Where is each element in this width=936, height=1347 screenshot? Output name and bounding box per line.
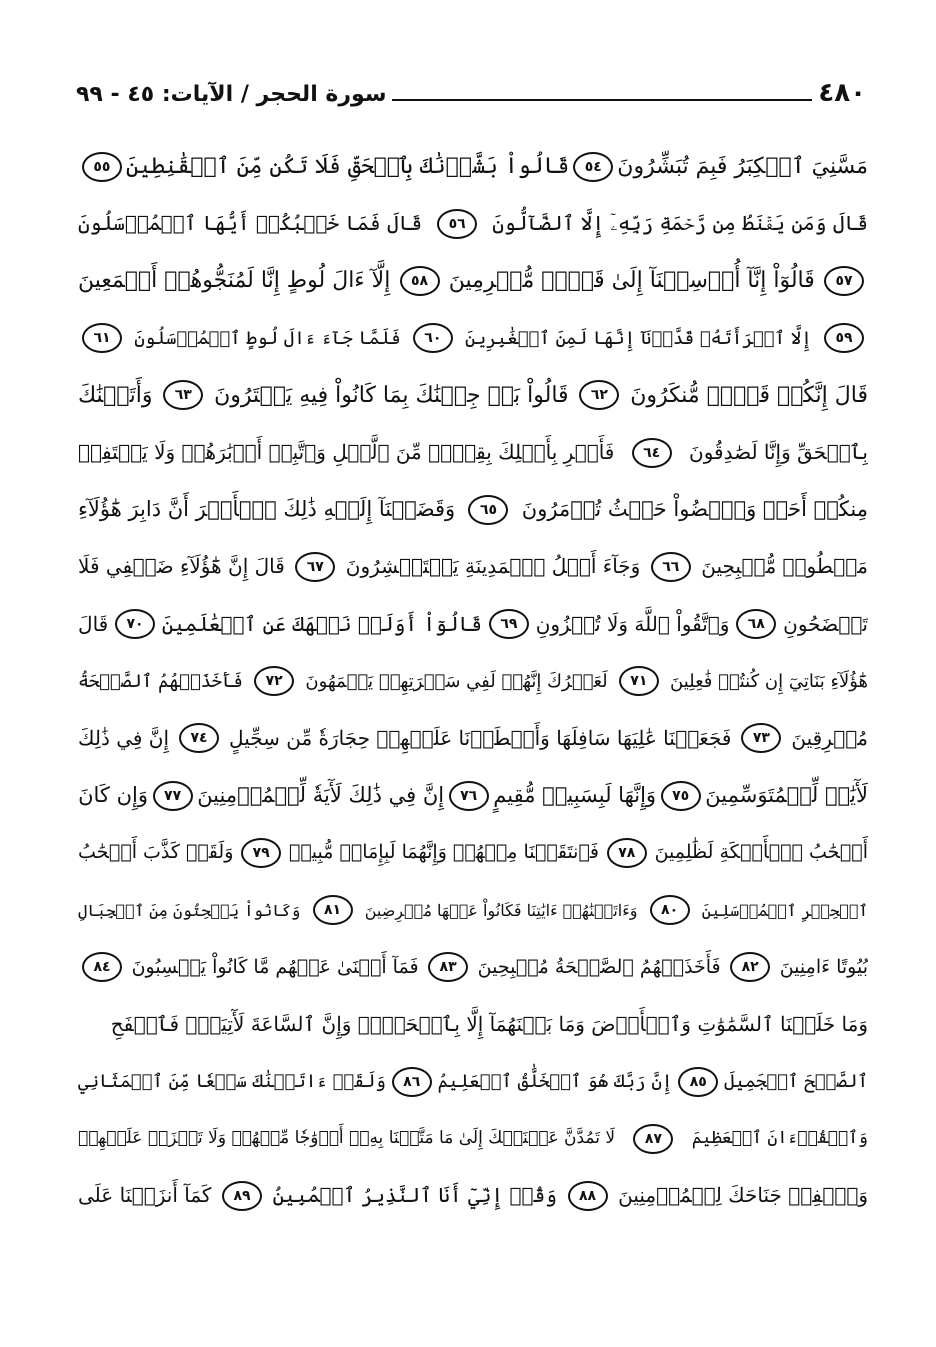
verse-text: وَقُلۡ إِنِّيٓ أَنَا ٱلنَّذِيرُ ٱلۡمُبِينُ — [272, 1183, 557, 1208]
ayah-number-marker: ٧٤ — [179, 723, 219, 753]
verse-text: وَإِن كَانَ — [78, 783, 148, 808]
ayah-number-marker: ٧٠ — [115, 609, 155, 639]
verse-text: قَالَ إِنَّ هَٰٓؤُلَآءِ ضَيۡفِي فَلَا — [78, 554, 285, 579]
text-line — [78, 1167, 868, 1224]
page-header — [76, 70, 866, 110]
ayah-number-marker: ٦٠ — [413, 323, 453, 353]
verse-text: قَالَ فَمَا خَطۡبُكُمۡ أَيُّهَا ٱلۡمُرۡسَلُونَ — [78, 211, 423, 236]
ayah-number-marker: ٦٨ — [736, 609, 776, 639]
text-line — [78, 1053, 868, 1110]
text-line — [78, 367, 868, 424]
verse-text: لَعَمۡرُكَ إِنَّهُمۡ لَفِي سَكۡرَتِهِمۡ يَعۡمَهُونَ — [305, 670, 608, 692]
verse-text: وَكَانُواْ يَنۡحِتُونَ مِنَ ٱلۡجِبَالِ — [78, 900, 301, 920]
ayah-number-marker: ٦٧ — [295, 552, 335, 582]
verse-text: تَفۡضَحُونِ — [783, 611, 868, 636]
verse-text: فَأَسۡرِ بِأَهۡلِكَ بِقِطۡعٖ مِّنَ ٱلَّيۡلِ وَٱتَّبِعۡ أَدۡبَٰرَهُمۡ وَلَا يَلۡتَفِتۡ — [78, 440, 615, 465]
text-line — [78, 824, 868, 881]
verse-text: وَٱلۡقُرۡءَانَ ٱلۡعَظِيمَ — [691, 1128, 868, 1149]
verse-text: قَالَ وَمَن يَقۡنَطُ مِن رَّحۡمَةِ رَبِّهِۦٓ إِلَّا ٱلضَّآلُّونَ — [492, 211, 868, 236]
ayah-number-marker: ٨٩ — [222, 1181, 262, 1211]
verse-text: فَجَعَلۡنَا عَٰلِيَهَا سَافِلَهَا وَأَمۡطَرۡنَا عَلَيۡهِمۡ حِجَارَةٗ مِّن سِجِّيلٍ — [229, 725, 732, 750]
ayah-number-marker: ٨٧ — [633, 1124, 673, 1154]
ayah-number-marker: ٧٧ — [153, 781, 193, 811]
verse-text: بُيُوتًا ءَامِنِينَ — [779, 955, 868, 978]
ayah-number-marker: ٦٣ — [163, 380, 203, 410]
verse-text: فَلَمَّا جَآءَ ءَالَ لُوطٍ ٱلۡمُرۡسَلُونَ — [134, 327, 401, 349]
ayah-number-marker: ٨١ — [313, 895, 353, 925]
verse-text: وَقَضَيۡنَآ إِلَيۡهِ ذَٰلِكَ ٱلۡأَمۡرَ أَنَّ دَابِرَ هَٰٓؤُلَآءِ — [78, 497, 456, 522]
verse-text: بِٱلۡحَقِّ وَإِنَّا لَصَٰدِقُونَ — [689, 440, 868, 465]
ayah-number-marker: ٦١ — [82, 323, 122, 353]
ayah-number-marker: ٧٩ — [241, 838, 281, 868]
verse-text: فَمَآ أَغۡنَىٰ عَنۡهُم مَّا كَانُواْ يَكۡسِبُونَ — [131, 955, 419, 978]
text-line — [78, 424, 868, 481]
verse-text: قَالَ — [78, 611, 109, 636]
verse-text: وَأَتَيۡنَٰكَ — [78, 382, 153, 408]
verse-text: أَصۡحَٰبُ ٱلۡأَيۡكَةِ لَظَٰلِمِينَ — [654, 841, 868, 864]
ayah-number-marker: ٦٢ — [579, 380, 619, 410]
text-line — [78, 653, 868, 710]
text-line — [78, 996, 868, 1053]
ayah-number-marker: ٥٦ — [437, 209, 477, 239]
page-number: ٤٨٠ — [818, 78, 866, 108]
verse-text: إِنَّ رَبَّكَ هُوَ ٱلۡخَلَّٰقُ ٱلۡعَلِيمُ — [437, 1071, 673, 1093]
verse-text: وَإِنَّهَا لَبِسَبِيلٖ مُّقِيمٍ — [493, 783, 657, 808]
verse-text: وَمَا خَلَقۡنَا ٱلسَّمَٰوَٰتِ وَٱلۡأَرۡضَ وَمَا بَيۡنَهُمَآ إِلَّا بِٱلۡحَقِّۗ وَإِنَّ ٱلسَّاعَةَ لَأٓتِيَةٞۖ فَٱصۡفَحِ — [110, 1011, 868, 1036]
ayah-number-marker: ٨٦ — [392, 1067, 432, 1097]
verse-text: قَالُوٓاْ إِنَّآ أُرۡسِلۡنَآ إِلَىٰ قَوۡمٖ مُّجۡرِمِينَ — [448, 268, 815, 294]
surah-info: سورة الحجر / الآيات: ٤٥ - ٩٩ — [76, 82, 387, 107]
verse-text: مَسَّنِيَ ٱلۡكِبَرُ فَبِمَ تُبَشِّرُونَ — [617, 154, 868, 180]
verse-text: مُشۡرِقِينَ — [791, 725, 868, 750]
text-line — [78, 138, 868, 195]
verse-text: وَلَقَدۡ ءَاتَيۡنَٰكَ سَبۡعٗا مِّنَ ٱلۡمَثَانِي — [78, 1071, 386, 1093]
verse-text: لَا تَمُدَّنَّ عَيۡنَيۡكَ إِلَىٰ مَا مَتَّعۡنَا بِهِۦٓ أَزۡوَٰجٗا مِّنۡهُمۡ وَلَا تَحۡزَنۡ عَلَيۡهِمۡ — [78, 1128, 616, 1149]
ayah-number-marker: ٧٨ — [607, 838, 647, 868]
ayah-number-marker: ٨٠ — [650, 895, 690, 925]
text-line — [78, 881, 868, 938]
verse-text: وَجَآءَ أَهۡلُ ٱلۡمَدِينَةِ يَسۡتَبۡشِرُونَ — [345, 554, 641, 579]
ayah-number-marker: ٥٨ — [400, 266, 440, 296]
verse-text: وَلَقَدۡ كَذَّبَ أَصۡحَٰبُ — [78, 841, 234, 864]
ayah-number-marker: ٦٦ — [651, 552, 691, 582]
verse-text: وَٱتَّقُواْ ٱللَّهَ وَلَا تُخۡزُونِ — [535, 611, 730, 636]
verse-text: لَأٓيَٰتٖ لِّلۡمُتَوَسِّمِينَ — [705, 783, 868, 808]
ayah-number-marker: ٨٥ — [678, 1067, 718, 1097]
ayah-number-marker: ٨٤ — [82, 952, 122, 982]
verse-text: قَالَ إِنَّكُمۡ قَوۡمٞ مُّنكَرُونَ — [630, 382, 868, 408]
verse-text: وَٱخۡفِضۡ جَنَاحَكَ لِلۡمُؤۡمِنِينَ — [618, 1183, 868, 1208]
ayah-number-marker: ٨٣ — [428, 952, 468, 982]
verse-text: قَالُوٓاْ أَوَلَمۡ نَنۡهَكَ عَنِ ٱلۡعَٰلَمِينَ — [161, 611, 483, 636]
ayah-number-marker: ٧٣ — [741, 723, 781, 753]
text-line — [78, 767, 868, 824]
text-line — [78, 710, 868, 767]
verse-text: كَمَآ أَنزَلۡنَا عَلَى — [78, 1183, 212, 1208]
verse-text: إِنَّ فِي ذَٰلِكَ — [78, 725, 170, 750]
ayah-number-marker: ٦٩ — [489, 609, 529, 639]
ayah-number-marker: ٧١ — [619, 666, 659, 696]
verse-text: مَقۡطُوعٞ مُّصۡبِحِينَ — [701, 554, 868, 579]
ayah-number-marker: ٥٩ — [824, 323, 864, 353]
verse-text: مِنكُمۡ أَحَدٞ وَٱمۡضُواْ حَيۡثُ تُؤۡمَرُونَ — [521, 497, 868, 522]
text-line — [78, 1110, 868, 1167]
verse-text: فَأَخَذَتۡهُمُ ٱلصَّيۡحَةُ — [78, 670, 243, 692]
ayah-number-marker: ٧٦ — [449, 781, 489, 811]
text-line — [78, 596, 868, 653]
text-line — [78, 481, 868, 538]
verse-text: ٱلۡحِجۡرِ ٱلۡمُرۡسَلِينَ — [701, 900, 868, 920]
ayah-number-marker: ٧٢ — [254, 666, 294, 696]
verse-text: إِلَّا ٱمۡرَأَتَهُۥ قَدَّرۡنَآ إِنَّهَا لَمِنَ ٱلۡغَٰبِرِينَ — [465, 327, 812, 349]
verse-text: إِلَّآ ءَالَ لُوطٍ إِنَّا لَمُنَجُّوهُمۡ أَجۡمَعِينَ — [78, 268, 391, 294]
verse-text: إِنَّ فِي ذَٰلِكَ لَأٓيَةٗ لِّلۡمُؤۡمِنِينَ — [197, 783, 445, 808]
text-line — [78, 195, 868, 252]
verse-text: فَٱنتَقَمۡنَا مِنۡهُمۡ وَإِنَّهُمَا لَبِإِمَامٖ مُّبِينٖ — [289, 841, 599, 864]
ayah-number-marker: ٨٨ — [568, 1181, 608, 1211]
text-line — [78, 939, 868, 996]
header-rule — [392, 99, 812, 101]
verse-text: وَءَاتَيۡنَٰهُمۡ ءَايَٰتِنَا فَكَانُواْ عَنۡهَا مُعۡرِضِينَ — [364, 900, 638, 920]
ayah-number-marker: ٨٢ — [730, 952, 770, 982]
quran-text-block — [78, 138, 868, 1278]
verse-text: قَالُواْ بَشَّرۡنَٰكَ بِٱلۡحَقِّ فَلَا تَكُن مِّنَ ٱلۡقَٰنِطِينَ — [125, 154, 570, 180]
text-line — [78, 252, 868, 309]
ayah-number-marker: ٧٥ — [661, 781, 701, 811]
verse-text: قَالُواْ بَلۡ جِئۡنَٰكَ بِمَا كَانُواْ فِيهِ يَمۡتَرُونَ — [214, 382, 569, 408]
ayah-number-marker: ٦٥ — [468, 495, 508, 525]
ayah-number-marker: ٥٥ — [82, 152, 122, 182]
verse-text: ٱلصَّفۡحَ ٱلۡجَمِيلَ — [724, 1071, 868, 1093]
ayah-number-marker: ٦٤ — [632, 438, 672, 468]
ayah-number-marker: ٥٧ — [824, 266, 864, 296]
verse-text: هَٰٓؤُلَآءِ بَنَاتِيٓ إِن كُنتُمۡ فَٰعِلِينَ — [670, 670, 868, 692]
text-line — [78, 310, 868, 367]
ayah-number-marker: ٥٤ — [573, 152, 613, 182]
text-line — [78, 538, 868, 595]
verse-text: فَأَخَذَتۡهُمُ ٱلصَّيۡحَةُ مُصۡبِحِينَ — [477, 955, 721, 978]
